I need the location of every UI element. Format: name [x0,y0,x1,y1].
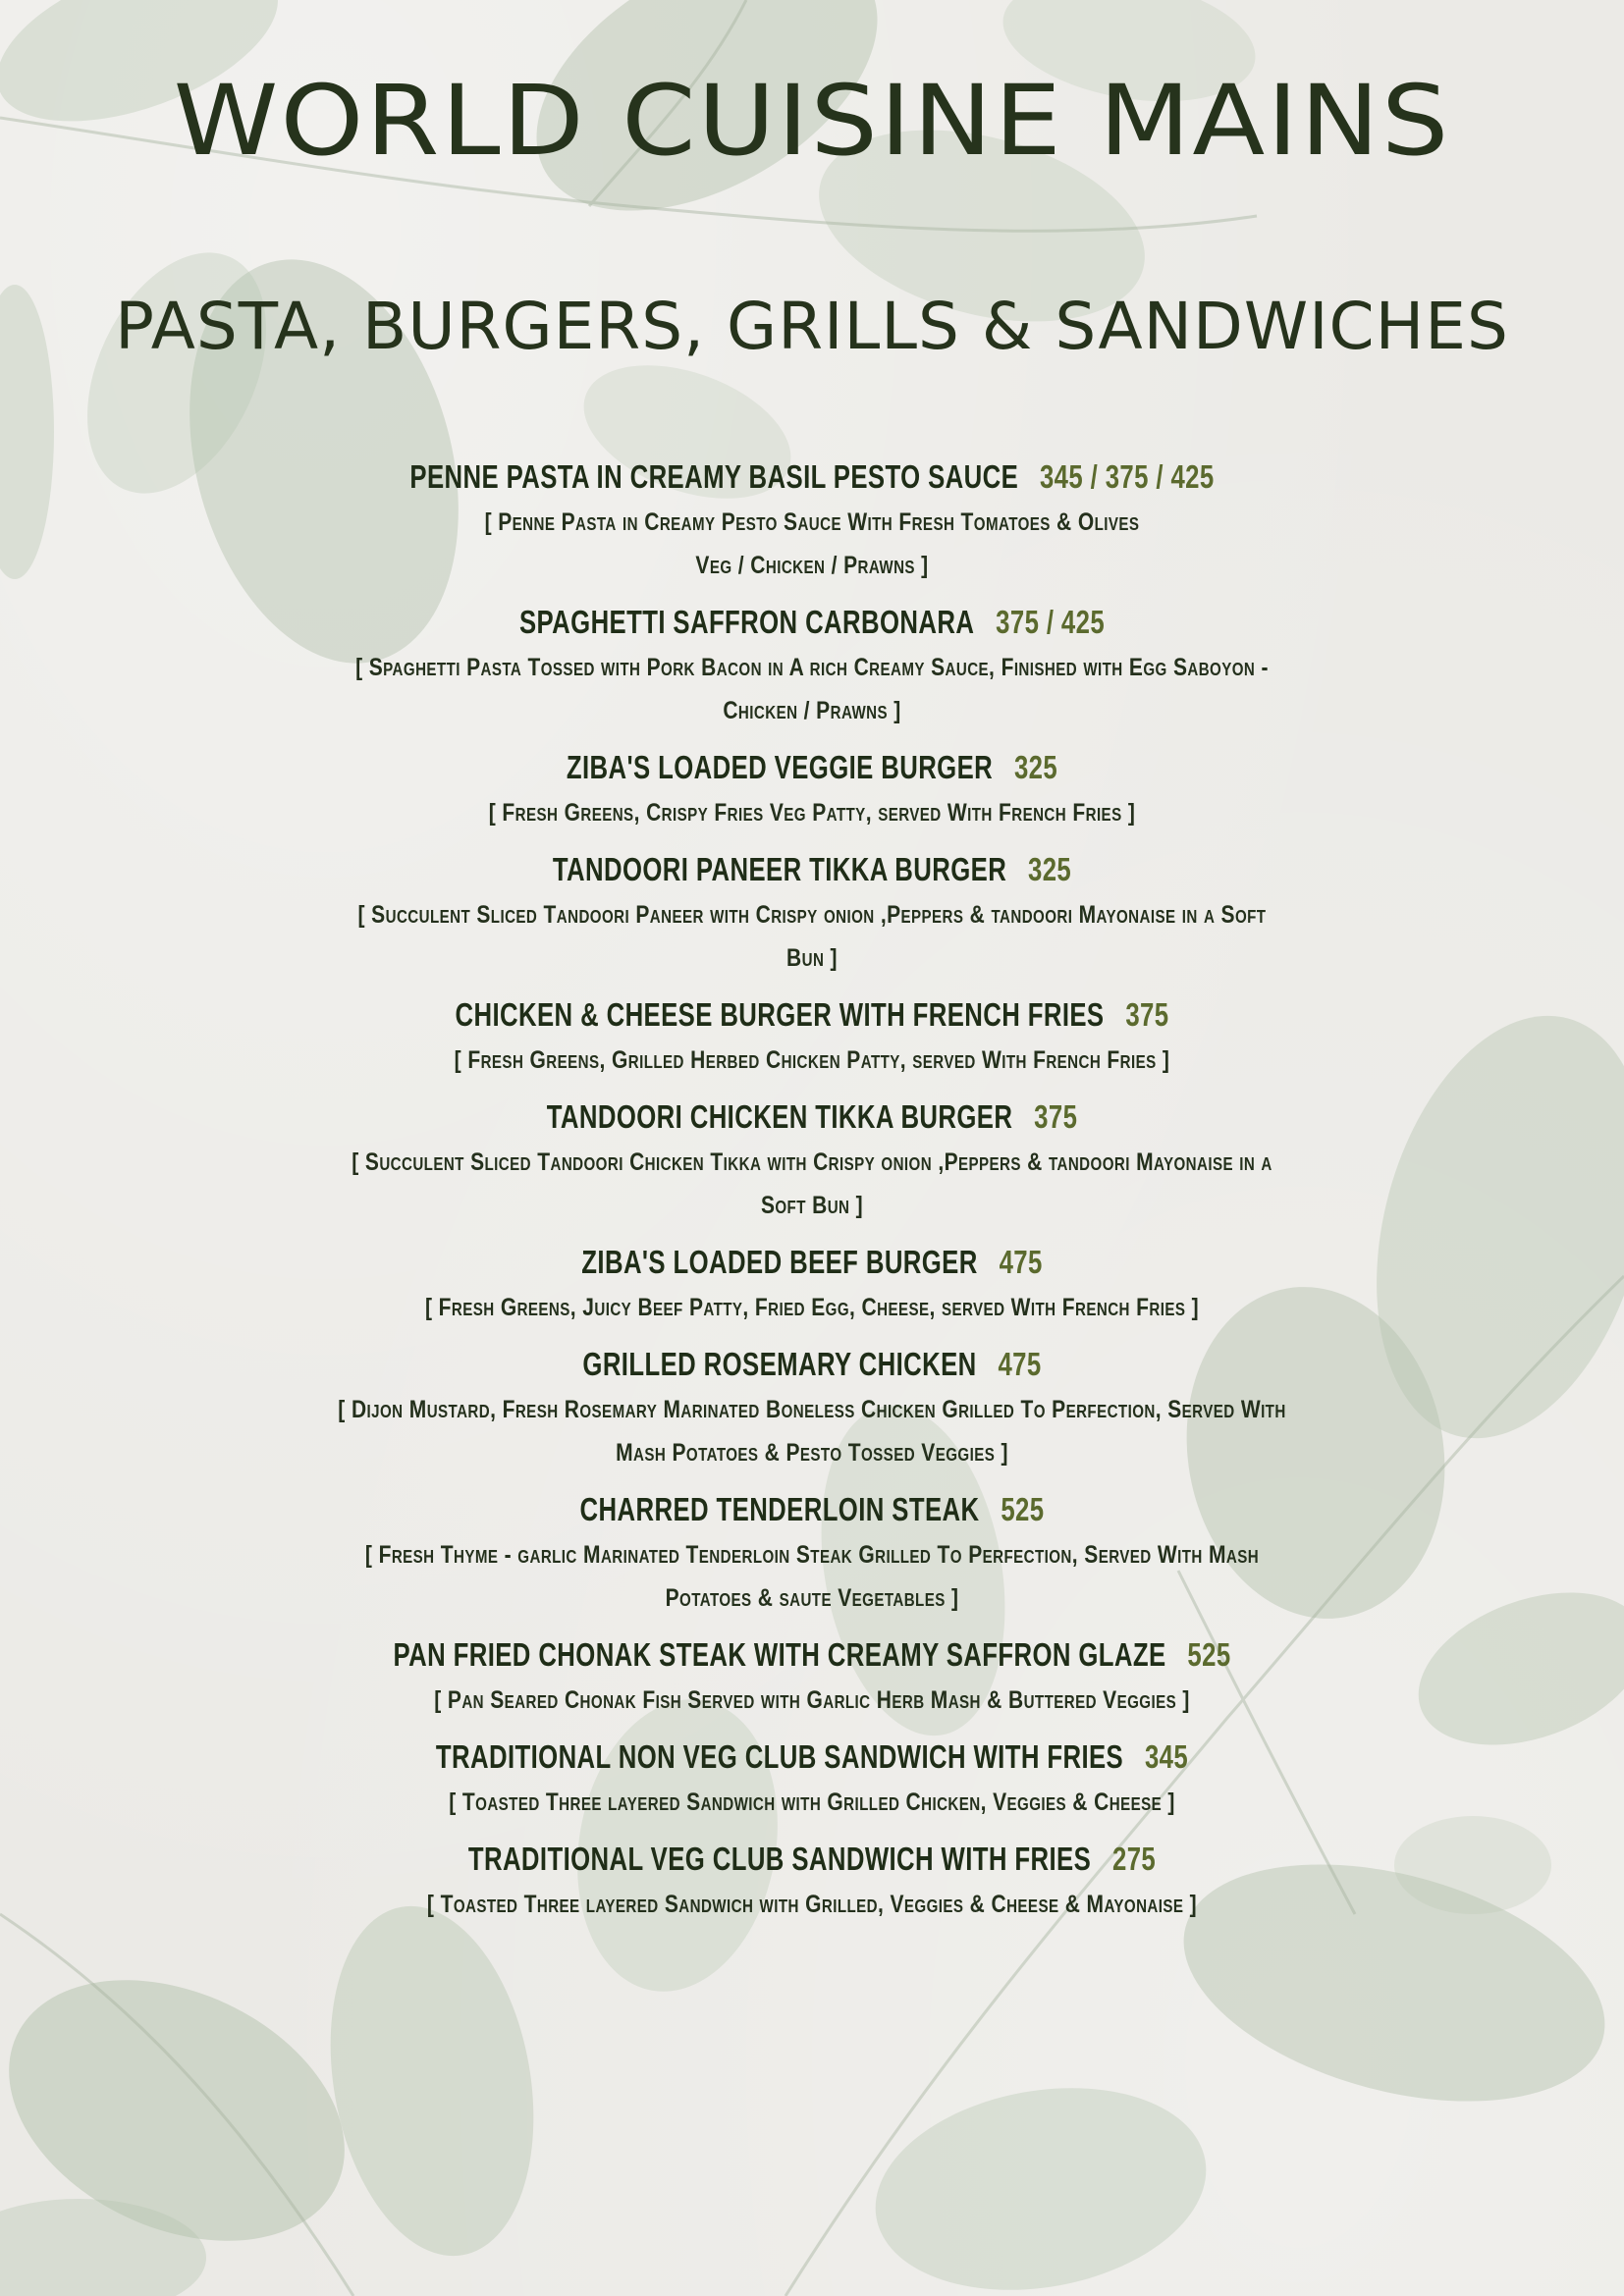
menu-item-heading [301,454,1324,501]
menu-item [157,1631,1467,1722]
menu-item-price: 475 [999,1244,1043,1280]
menu-item-description [262,501,1363,587]
menu-item-description-line: [ Fresh Thyme - garlic Marinated Tenderloin Steak Grilled To Perfection, Served With Mash [364,1541,1260,1569]
menu-item-price: 375 / 425 [996,604,1106,640]
menu-item-description-line: Mash Potatoes & Pesto Tossed Veggies ] [616,1439,1008,1467]
menu-item-name: CHARRED TENDERLOIN STEAK [579,1491,980,1527]
menu-item-price: 525 [1187,1636,1231,1673]
menu-item-name: TANDOORI PANEER TIKKA BURGER [552,851,1007,887]
menu-item-heading [301,1631,1324,1679]
menu-item [157,1734,1467,1824]
menu-item-description-line: Veg / Chicken / Prawns ] [695,552,929,579]
menu-item-description-line: [ Toasted Three layered Sandwich with Grilled Chicken, Veggies & Cheese ] [449,1789,1175,1816]
menu-item-heading [301,1239,1324,1286]
menu-item-description [262,893,1363,980]
menu-item-description-line: [ Toasted Three layered Sandwich with Grilled, Veggies & Cheese & Mayonaise ] [426,1891,1198,1918]
menu-item-description [262,1883,1363,1926]
menu-item-price: 525 [1001,1491,1045,1527]
menu-item [157,1094,1467,1227]
menu-item-price: 345 [1144,1738,1189,1775]
menu-item-name: SPAGHETTI SAFFRON CARBONARA [518,604,975,640]
menu-item-heading [301,599,1324,646]
menu-item-description-line: [ Pan Seared Chonak Fish Served with Garlic Herb Mash & Buttered Veggies ] [434,1686,1190,1714]
menu-item-description [262,1286,1363,1329]
menu-item-description-line: Soft Bun ] [760,1192,864,1219]
menu-item-heading [301,1836,1324,1883]
menu-item-description [262,1781,1363,1824]
menu-item-heading [301,991,1324,1039]
menu-item-description [262,1533,1363,1620]
menu-item [157,1341,1467,1474]
menu-item-description [262,1388,1363,1474]
menu-item-name: PAN FRIED CHONAK STEAK WITH CREAMY SAFFRON GLAZE [393,1636,1166,1673]
menu-item-description [262,1141,1363,1227]
menu-item-list [157,454,1467,1938]
menu-item-description-line: [ Succulent Sliced Tandoori Paneer with Crispy onion ,Peppers & tandoori Mayonaise in a Soft [357,901,1267,929]
menu-item-name: GRILLED ROSEMARY CHICKEN [582,1346,977,1382]
menu-item-price: 375 [1034,1098,1078,1135]
menu-item-description-line: [ Fresh Greens, Grilled Herbed Chicken Patty, served With French Fries ] [454,1046,1170,1074]
menu-item-description [262,646,1363,732]
page-title: WORLD CUISINE MAINS [173,65,1451,179]
menu-item-price: 375 [1125,996,1169,1033]
menu-item-description-line: Chicken / Prawns ] [723,697,901,724]
menu-item-name: PENNE PASTA IN CREAMY BASIL PESTO SAUCE [409,458,1019,495]
section-subtitle: PASTA, BURGERS, GRILLS & SANDWICHES [115,289,1509,364]
menu-item-heading [301,846,1324,893]
menu-item [157,1836,1467,1926]
menu-item-name: ZIBA'S LOADED BEEF BURGER [581,1244,978,1280]
menu-item-description-line: [ Dijon Mustard, Fresh Rosemary Marinated Boneless Chicken Grilled To Perfection, Served With [338,1396,1286,1423]
menu-item [157,1486,1467,1620]
menu-item-heading [301,744,1324,791]
menu-item-description-line: [ Penne Pasta in Creamy Pesto Sauce With Fresh Tomatoes & Olives [484,508,1140,536]
menu-item-name: ZIBA'S LOADED VEGGIE BURGER [566,749,994,785]
menu-item-price: 275 [1112,1841,1157,1877]
menu-item-price: 325 [1013,749,1058,785]
menu-item-description-line: Bun ] [786,944,838,972]
menu-item [157,846,1467,980]
menu-item [157,1239,1467,1329]
menu-item-name: TANDOORI CHICKEN TIKKA BURGER [546,1098,1013,1135]
menu-item-name: CHICKEN & CHEESE BURGER WITH FRENCH FRIES [455,996,1105,1033]
menu-item-description-line: [ Succulent Sliced Tandoori Chicken Tikka with Crispy onion ,Peppers & tandoori Mayonaise in a [352,1148,1272,1176]
menu-item [157,744,1467,834]
menu-item-name: TRADITIONAL VEG CLUB SANDWICH WITH FRIES [467,1841,1092,1877]
menu-item-description [262,1679,1363,1722]
menu-item-price: 325 [1028,851,1072,887]
menu-item-heading [301,1094,1324,1141]
menu-item [157,599,1467,732]
menu-item [157,991,1467,1082]
menu-item-description-line: [ Spaghetti Pasta Tossed with Pork Bacon in A rich Creamy Sauce, Finished with Egg Saboyon - [355,654,1269,681]
menu-item-heading [301,1734,1324,1781]
menu-item-description-line: [ Fresh Greens, Juicy Beef Patty, Fried Egg, Cheese, served With French Fries ] [424,1294,1200,1321]
menu-item-heading [301,1486,1324,1533]
menu-item-description [262,1039,1363,1082]
menu-item-description [262,791,1363,834]
menu-item [157,454,1467,587]
menu-item-price: 345 / 375 / 425 [1039,458,1215,495]
menu-item-description-line: [ Fresh Greens, Crispy Fries Veg Patty, served With French Fries ] [488,799,1136,827]
menu-item-description-line: Potatoes & saute Vegetables ] [665,1584,959,1612]
menu-item-price: 475 [998,1346,1042,1382]
menu-item-heading [301,1341,1324,1388]
menu-item-name: TRADITIONAL NON VEG CLUB SANDWICH WITH FRIES [435,1738,1124,1775]
